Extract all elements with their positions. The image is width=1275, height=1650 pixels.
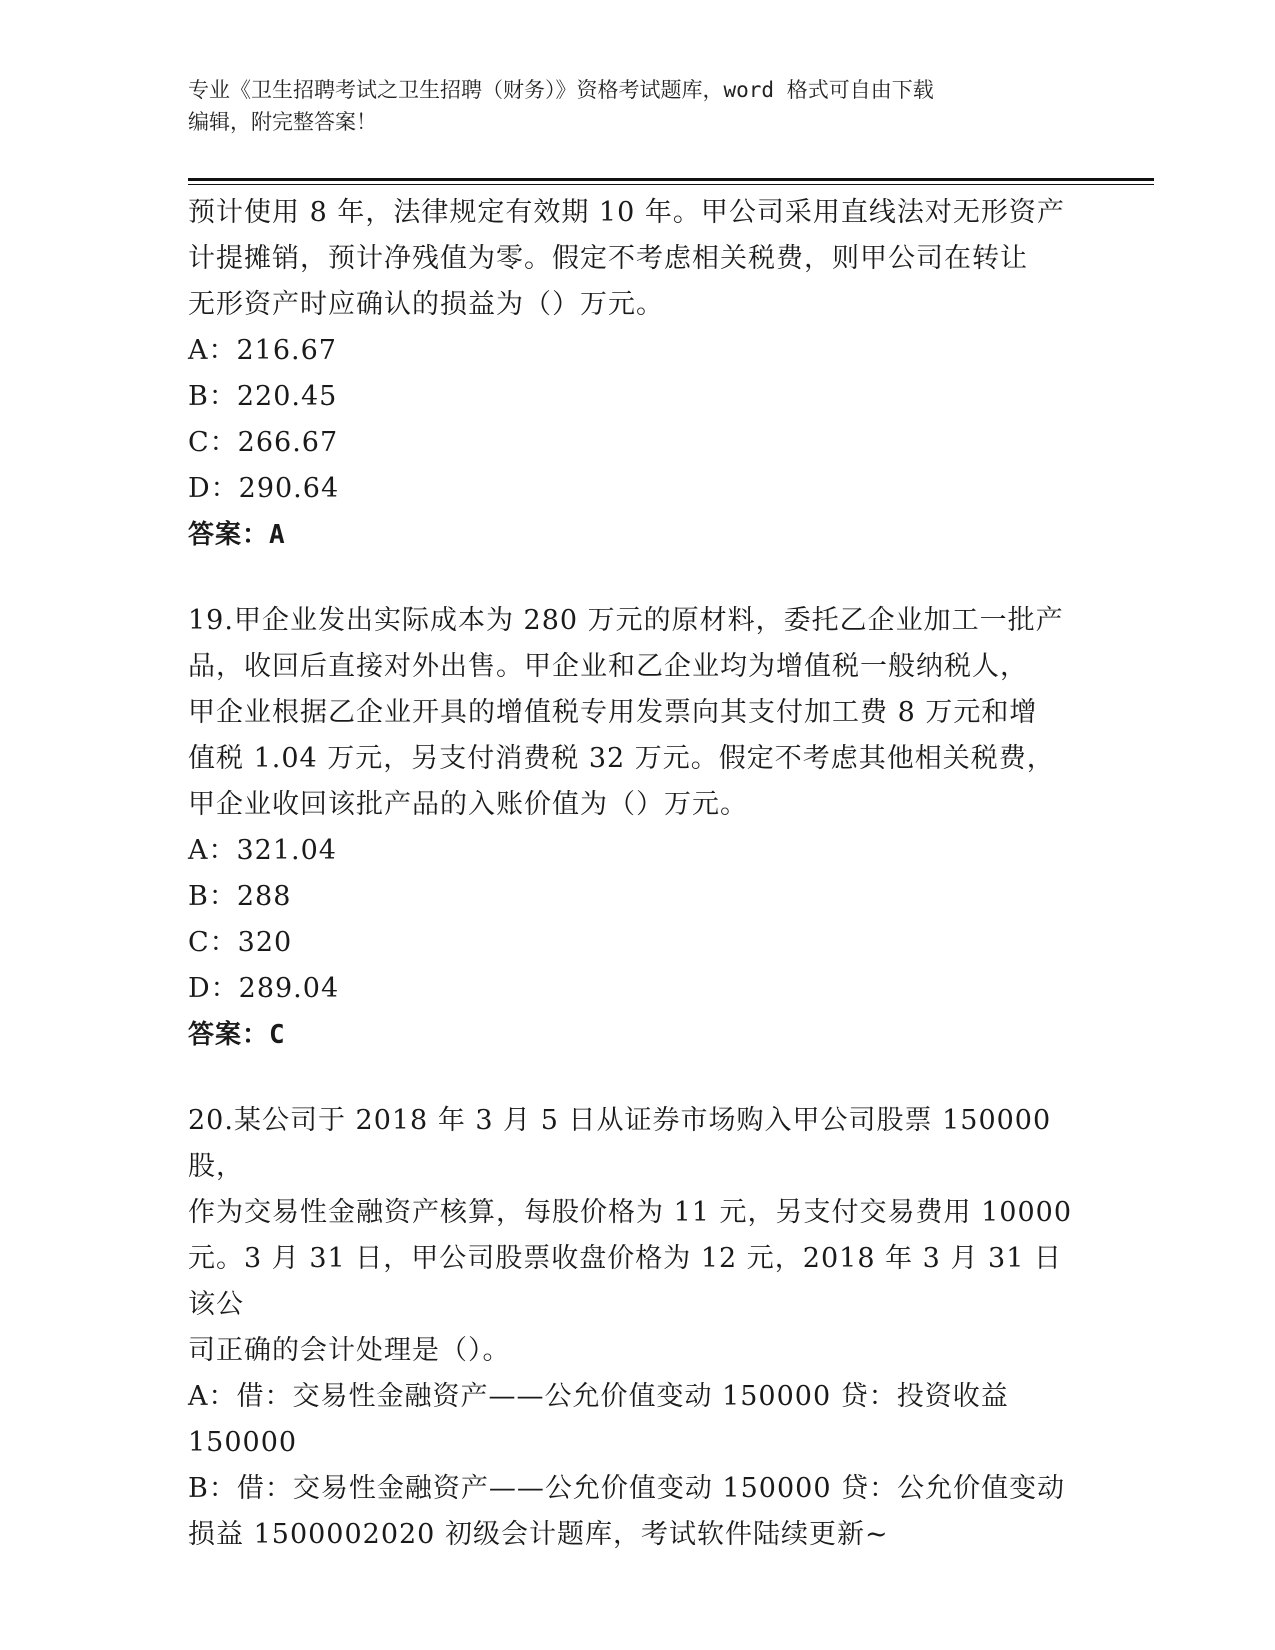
document-header <box>188 74 1068 138</box>
option-b: B：借：交易性金融资产——公允价值变动 150000 贷：公允价值变动 <box>188 1473 1066 1504</box>
question-20 <box>188 1098 1088 1558</box>
header-line-1: 专业《卫生招聘考试之卫生招聘（财务）》资格考试题库，word 格式可自由下载 <box>188 78 934 102</box>
option-c: C：320 <box>188 927 293 958</box>
header-divider-thick <box>188 178 1154 181</box>
question-stem-line: 20.某公司于 2018 年 3 月 5 日从证券市场购入甲公司股票 150000 股， <box>188 1105 1052 1182</box>
answer-label: 答案：A <box>188 520 286 550</box>
option-b: B：220.45 <box>188 381 338 412</box>
question-stem-line: 司正确的会计处理是（）。 <box>188 1335 511 1366</box>
option-c: C：266.67 <box>188 427 339 458</box>
question-stem-line: 甲企业收回该批产品的入账价值为（）万元。 <box>188 789 748 820</box>
question-stem-line: 无形资产时应确认的损益为（）万元。 <box>188 289 664 320</box>
document-body <box>188 190 1088 1558</box>
option-b-continued: 损益 1500002020 初级会计题库，考试软件陆续更新~ <box>188 1519 889 1550</box>
spacer <box>188 558 1088 598</box>
option-a: A：321.04 <box>188 835 337 866</box>
spacer <box>188 1058 1088 1098</box>
question-stem-line: 元。3 月 31 日，甲公司股票收盘价格为 12 元，2018 年 3 月 31 日该公 <box>188 1243 1062 1320</box>
option-a: A：借：交易性金融资产——公允价值变动 150000 贷：投资收益 <box>188 1381 1009 1412</box>
question-stem-line: 值税 1.04 万元，另支付消费税 32 万元。假定不考虑其他相关税费， <box>188 743 1055 774</box>
question-stem-line: 预计使用 8 年，法律规定有效期 10 年。甲公司采用直线法对无形资产 <box>188 197 1065 228</box>
question-18 <box>188 190 1088 558</box>
option-a-continued: 150000 <box>188 1427 298 1458</box>
header-divider-thin <box>188 184 1154 185</box>
question-stem-line: 19.甲企业发出实际成本为 280 万元的原材料，委托乙企业加工一批产 <box>188 605 1064 636</box>
answer-label: 答案：C <box>188 1020 286 1050</box>
question-stem-line: 品，收回后直接对外出售。甲企业和乙企业均为增值税一般纳税人， <box>188 651 1028 682</box>
header-line-2: 编辑，附完整答案！ <box>188 110 377 134</box>
question-19 <box>188 598 1088 1058</box>
option-d: D：290.64 <box>188 473 340 504</box>
question-stem-line: 作为交易性金融资产核算，每股价格为 11 元，另支付交易费用 10000 <box>188 1197 1072 1228</box>
option-b: B：288 <box>188 881 292 912</box>
option-d: D：289.04 <box>188 973 340 1004</box>
question-stem-line: 计提摊销，预计净残值为零。假定不考虑相关税费，则甲公司在转让 <box>188 243 1028 274</box>
option-a: A：216.67 <box>188 335 337 366</box>
question-stem-line: 甲企业根据乙企业开具的增值税专用发票向其支付加工费 8 万元和增 <box>188 697 1038 728</box>
